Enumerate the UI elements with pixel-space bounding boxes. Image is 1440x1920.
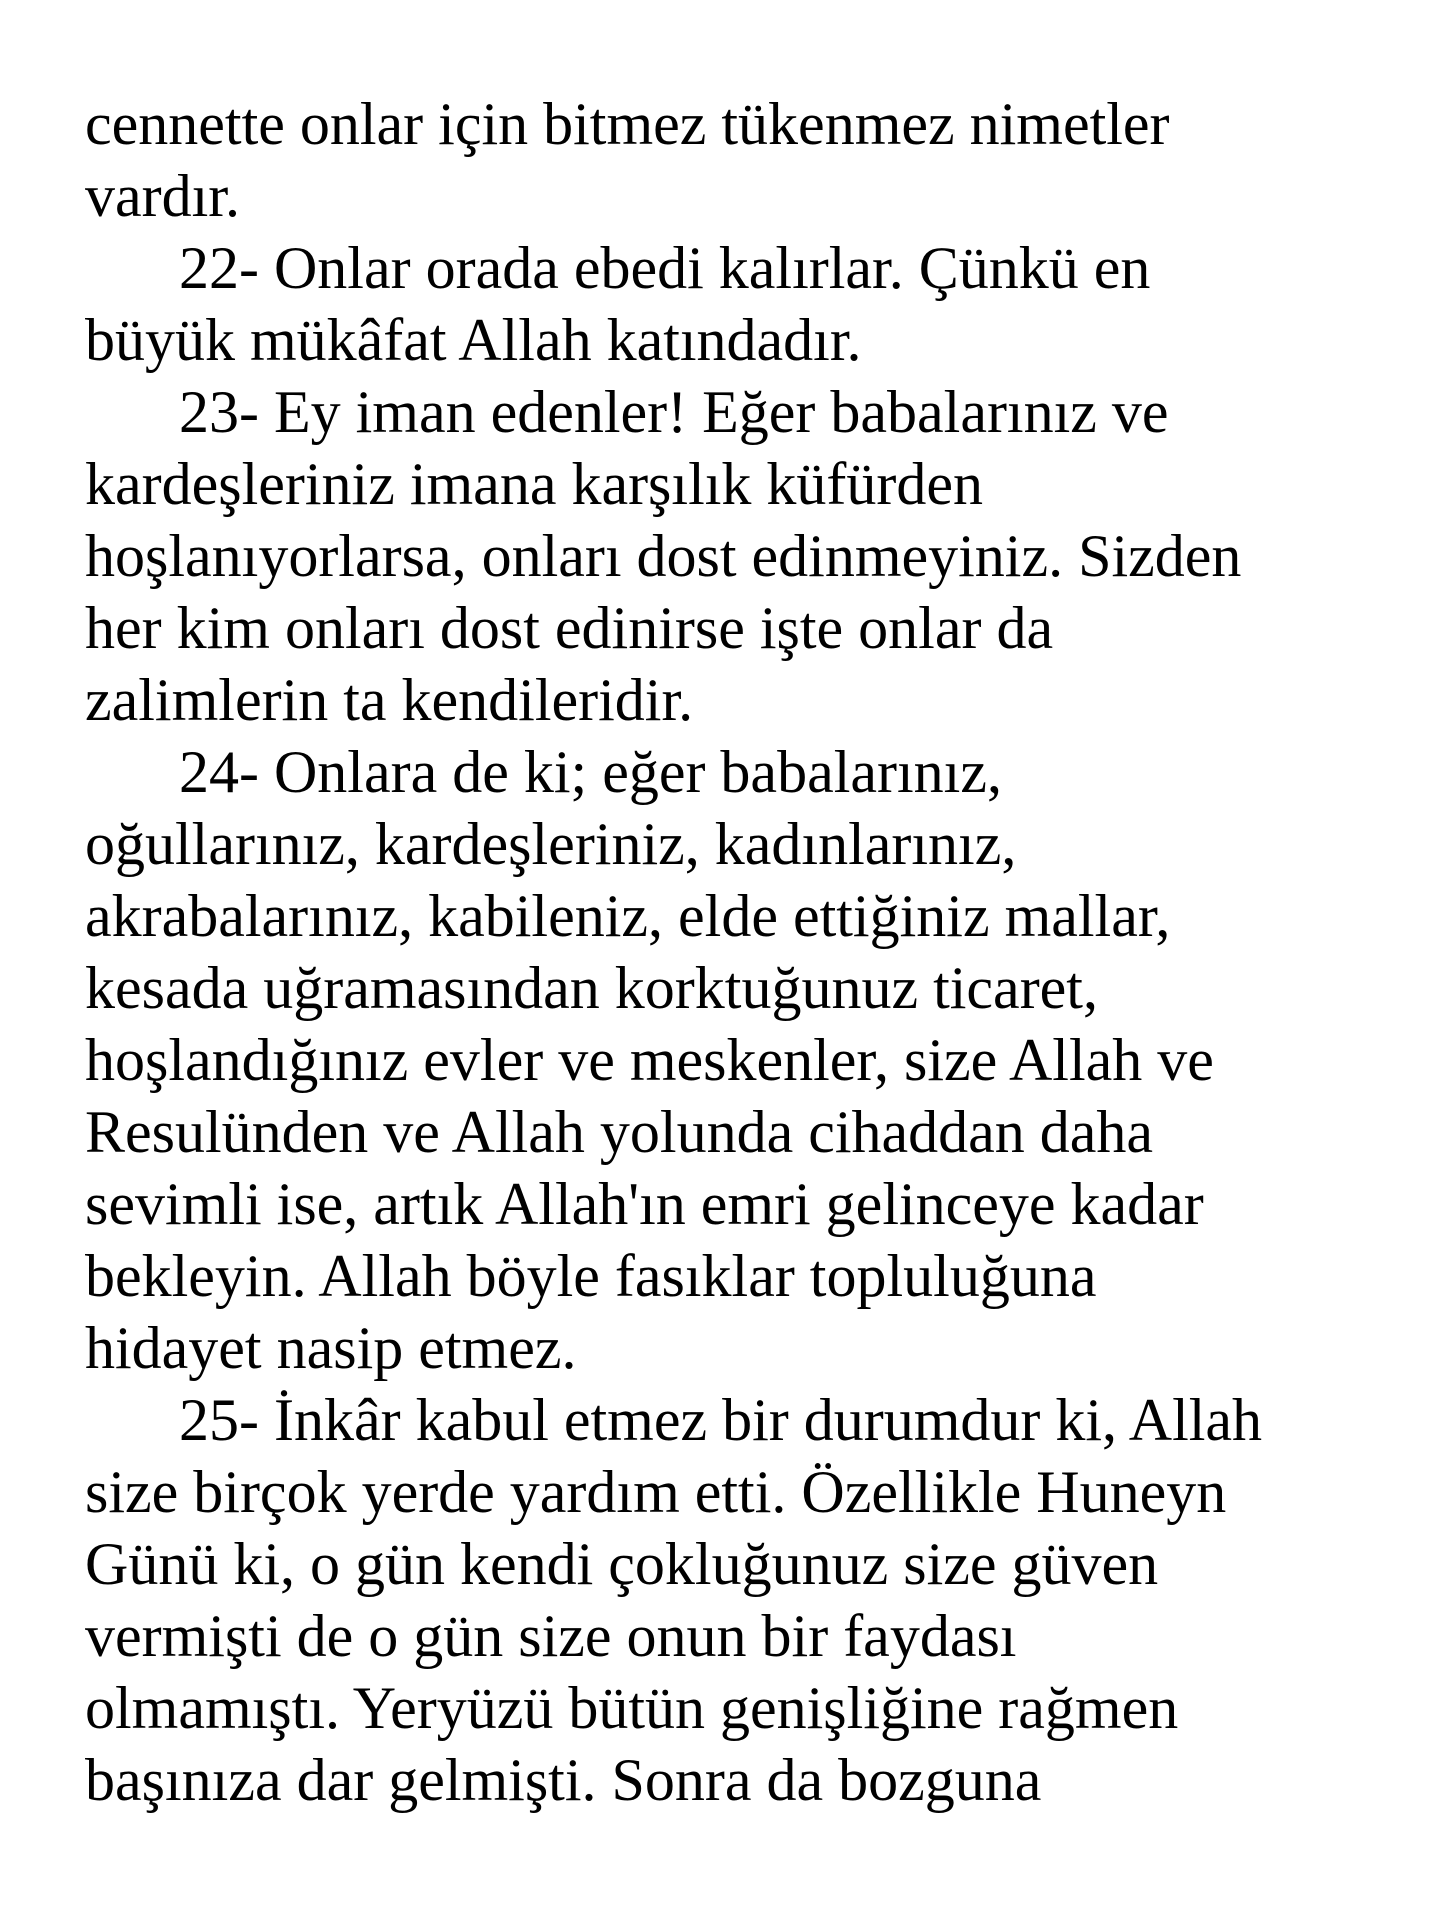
text-line: oğullarınız, kardeşleriniz, kadınlarınız, [85,811,1017,877]
text-line: size birçok yerde yardım etti. Özellikle Huneyn [85,1459,1227,1525]
text-line: bekleyin. Allah böyle fasıklar topluluğuna [85,1243,1097,1309]
text-line: vermişti de o gün size onun bir faydası [85,1603,1017,1669]
text-line: kesada uğramasından korktuğunuz ticaret, [85,955,1098,1021]
verse-25-start: 25- İnkâr kabul etmez bir durumdur ki, Allah [179,1387,1263,1453]
text-line: kardeşleriniz imana karşılık küfürden [85,451,984,517]
text-line: her kim onları dost edinirse işte onlar da [85,595,1054,661]
text-line: vardır. [85,163,240,229]
text-line: olmamıştı. Yeryüzü bütün genişliğine rağmen [85,1675,1179,1741]
text-line: hidayet nasip etmez. [85,1315,577,1381]
text-line: başınıza dar gelmişti. Sonra da bozguna [85,1747,1042,1813]
document-page [85,88,1405,1816]
text-line: zalimlerin ta kendileridir. [85,667,694,733]
verse-22-start: 22- Onlar orada ebedi kalırlar. Çünkü en [179,235,1151,301]
text-line: hoşlanıyorlarsa, onları dost edinmeyiniz. Sizden [85,523,1242,589]
verse-23-start: 23- Ey iman edenler! Eğer babalarınız ve [179,379,1169,445]
verse-24-start: 24- Onlara de ki; eğer babalarınız, [179,739,1002,805]
text-line: hoşlandığınız evler ve meskenler, size Allah ve [85,1027,1214,1093]
text-line: Resulünden ve Allah yolunda cihaddan daha [85,1099,1154,1165]
text-line: cennette onlar için bitmez tükenmez nimetler [85,91,1170,157]
text-line: büyük mükâfat Allah katındadır. [85,307,862,373]
text-line: Günü ki, o gün kendi çokluğunuz size güven [85,1531,1159,1597]
text-line: akrabalarınız, kabileniz, elde ettiğiniz mallar, [85,883,1171,949]
text-line: sevimli ise, artık Allah'ın emri gelinceye kadar [85,1171,1204,1237]
